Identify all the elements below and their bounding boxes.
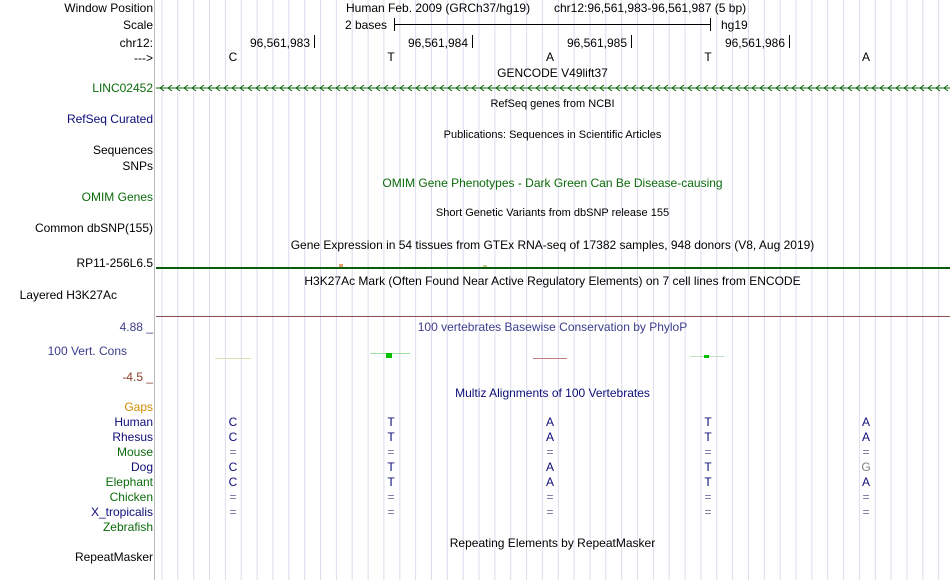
omim-track-title: OMIM Gene Phenotypes - Dark Green Can Be Disease-causing (382, 176, 723, 190)
aligned-base: T (704, 415, 712, 429)
coord-tick (314, 35, 315, 48)
species-label-mouse[interactable]: Mouse (116, 445, 153, 459)
aligned-base: T (704, 475, 712, 489)
species-label-human[interactable]: Human (114, 415, 153, 429)
species-label-chicken[interactable]: Chicken (109, 490, 153, 504)
aligned-base: = (704, 490, 712, 504)
scale-text: 2 bases (345, 18, 388, 32)
reference-base: T (387, 50, 395, 64)
coord-tick (631, 35, 632, 48)
aligned-base: = (229, 445, 237, 459)
linc-gene-feature[interactable] (156, 82, 950, 94)
species-label-rhesus[interactable]: Rhesus (112, 430, 153, 444)
label-divider (154, 0, 155, 580)
scale-label: Scale (122, 18, 153, 32)
refseq-label[interactable]: RefSeq Curated (66, 112, 153, 126)
aligned-base: = (546, 490, 554, 504)
gtex-baseline (156, 267, 950, 269)
h3k27ac-label[interactable]: Layered H3K27Ac (19, 288, 117, 302)
aligned-base: = (862, 445, 870, 459)
gencode-track-title: GENCODE V49lift37 (497, 66, 608, 80)
h3k27ac-baseline (156, 316, 950, 317)
dbsnp-track-title: Short Genetic Variants from dbSNP release 155 (435, 207, 670, 219)
dbsnp-label[interactable]: Common dbSNP(155) (34, 221, 153, 235)
aligned-base: = (704, 505, 712, 519)
coord-label: 96,561,983 (249, 36, 310, 50)
aligned-base: = (387, 445, 395, 459)
snps-label[interactable]: SNPs (122, 159, 153, 173)
aligned-base: = (862, 490, 870, 504)
aligned-base: = (704, 445, 712, 459)
assembly-text: Human Feb. 2009 (GRCh37/hg19) (346, 1, 531, 15)
species-label-x-tropicalis[interactable]: X_tropicalis (90, 505, 153, 519)
cons-bar (533, 358, 567, 359)
species-label-zebrafish[interactable]: Zebrafish (102, 520, 153, 534)
chrom-label: chr12: (119, 36, 153, 50)
cons-max-label: 4.88 _ (119, 320, 153, 334)
aligned-base: A (861, 475, 870, 489)
aligned-base: T (387, 415, 395, 429)
db-text: hg19 (721, 18, 748, 32)
coord-tick (789, 35, 790, 48)
reference-base: A (545, 50, 554, 64)
aligned-base: T (704, 430, 712, 444)
coord-label: 96,561,984 (407, 36, 468, 50)
gaps-label[interactable]: Gaps (124, 400, 153, 414)
aligned-base: T (387, 430, 395, 444)
rmsk-track-title: Repeating Elements by RepeatMasker (449, 536, 656, 550)
sequences-label[interactable]: Sequences (92, 143, 153, 157)
position-text[interactable]: chr12:96,561,983-96,561,987 (5 bp) (554, 1, 747, 15)
strand-label: ---> (134, 51, 153, 65)
aligned-base: = (387, 490, 395, 504)
rmsk-label[interactable]: RepeatMasker (74, 550, 153, 564)
scale-bar-left-tick (394, 18, 395, 31)
aligned-base: T (387, 460, 395, 474)
omim-label[interactable]: OMIM Genes (81, 190, 153, 204)
aligned-base: C (228, 460, 238, 474)
aligned-base: A (545, 460, 554, 474)
reference-base: C (228, 50, 238, 64)
cons-min-label: -4.5 _ (122, 370, 153, 384)
coord-tick (472, 35, 473, 48)
coord-label: 96,561,985 (566, 36, 627, 50)
coord-label: 96,561,986 (724, 36, 785, 50)
aligned-base: A (861, 430, 870, 444)
aligned-base: G (861, 460, 871, 474)
gtex-mark (483, 265, 487, 267)
aligned-base: A (545, 415, 554, 429)
aligned-base: = (229, 505, 237, 519)
aligned-base: = (862, 505, 870, 519)
cons-bar (215, 358, 251, 359)
reference-base: A (861, 50, 870, 64)
gtex-track-title: Gene Expression in 54 tissues from GTEx RNA-seq of 17382 samples, 948 donors (V8, Aug 2019) (290, 238, 815, 252)
h3k27ac-track-title: H3K27Ac Mark (Often Found Near Active Regulatory Elements) on 7 cell lines from ENCODE (304, 274, 801, 288)
aligned-base: T (387, 475, 395, 489)
scale-bar-right-tick (710, 18, 711, 31)
pubs-track-title: Publications: Sequences in Scientific Articles (443, 129, 662, 141)
aligned-base: A (861, 415, 870, 429)
rp11-label[interactable]: RP11-256L6.5 (76, 256, 153, 270)
cons-bar (386, 353, 392, 358)
aligned-base: C (228, 475, 238, 489)
linc-gene-label[interactable]: LINC02452 (92, 81, 153, 95)
aligned-base: A (545, 430, 554, 444)
aligned-base: = (546, 505, 554, 519)
aligned-base: C (228, 430, 238, 444)
species-label-dog[interactable]: Dog (130, 460, 153, 474)
cons-track-title: 100 vertebrates Basewise Conservation by PhyloP (417, 320, 688, 334)
reference-base: T (704, 50, 712, 64)
cons-label[interactable]: 100 Vert. Cons (47, 344, 127, 358)
window-position-label: Window Position (64, 1, 153, 15)
aligned-base: C (228, 415, 238, 429)
aligned-base: A (545, 475, 554, 489)
gtex-mark (339, 264, 343, 267)
aligned-base: = (229, 490, 237, 504)
cons-bar (704, 355, 709, 358)
refseq-track-title: RefSeq genes from NCBI (490, 98, 615, 110)
aligned-base: T (704, 460, 712, 474)
species-label-elephant[interactable]: Elephant (105, 475, 153, 489)
multiz-track-title: Multiz Alignments of 100 Vertebrates (455, 386, 650, 400)
aligned-base: = (387, 505, 395, 519)
scale-bar (394, 24, 711, 25)
aligned-base: = (546, 445, 554, 459)
